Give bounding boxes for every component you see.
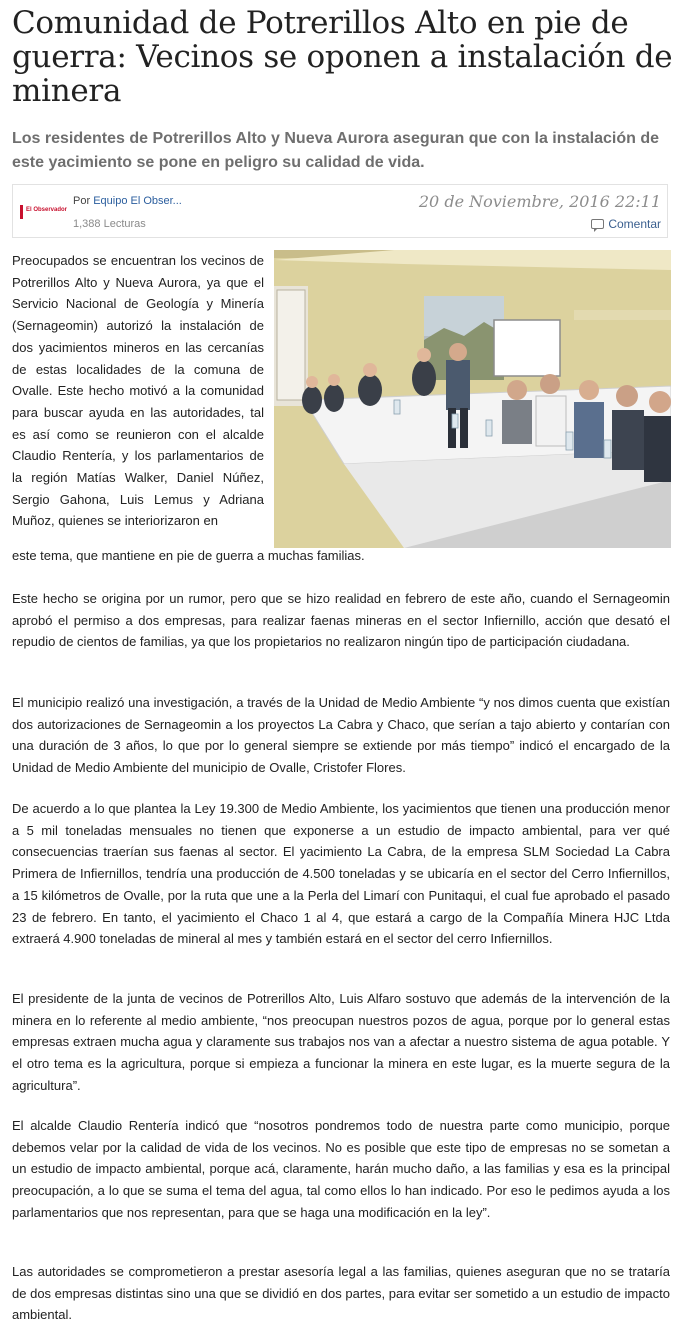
paragraph-4: De acuerdo a lo que plantea la Ley 19.300 de Medio Ambiente, los yacimientos que tienen una producción menor a 5 mil toneladas mensuales no tienen que exponerse a un estudio de impacto ambiental, para ver qué consecuencias traerían sus faenas al sector. El yacimiento La Cabra, de la empresa SLM Sociedad La Cabra Primera de Infiernillos, tendría una producción de 4.500 toneladas y se ubicaría en el sector del Cerro Infiernillos, a 15 kilómetros de Ovalle, por la ruta que une a la Perla del Limarí con Punitaqui, el cual fue aprobado el pasado 23 de febrero. En tanto, el yacimiento el Chaco 1 al 4, que estará a cargo de la Compañía Minera HJC Ltda extraerá 4.900 toneladas de mineral al mes y también estará en el sector del cerro Infiernillos. — [12, 801, 670, 947]
paragraph-7: Las autoridades se comprometieron a prestar asesoría legal a las familias, quienes aseguran que no se trataría de dos empresas distintas sino una que se dividió en dos partes, para evitar ser sometido a un estudio de impacto ambiental. — [12, 1264, 670, 1323]
paragraph-2: Este hecho se origina por un rumor, pero que se hizo realidad en febrero de este año, cuando el Sernageomin aprobó el permiso a dos empresas, para realizar faenas mineras en el sector Infiernillo, acción que desató el repudio de cientos de familias, ya que los propietarios no realizaron ningún tipo de participación ciudadana. — [12, 591, 670, 650]
publisher-logo-text: El Observador — [26, 207, 68, 213]
comment-icon — [591, 219, 604, 229]
author-link[interactable]: Equipo El Obser... — [93, 195, 182, 207]
article-subheadline: Los residentes de Potrerillos Alto y Nueva Aurora aseguran que con la instalación de este yacimiento se pone en peligro su calidad de vida. — [12, 130, 659, 171]
paragraph-3: El municipio realizó una investigación, a través de la Unidad de Medio Ambiente “y nos dimos cuenta que existían dos autorizaciones de Sernageomin a los proyectos La Cabra y Chaco, que serían a tajo abierto y contarían con una duración de 3 años, lo que por lo general siempre se extiende por más tiempo” indicó el encargado de la Unidad de Medio Ambiente del municipio de Ovalle, Cristofer Flores. — [12, 695, 670, 776]
author-line — [73, 195, 182, 207]
read-count: 1,388 Lecturas — [73, 218, 146, 230]
comment-label: Comentar — [608, 217, 661, 231]
article-photo — [274, 250, 671, 548]
publish-date: 20 de Noviembre, 2016 22:11 — [418, 192, 661, 211]
publisher-logo — [20, 205, 69, 219]
paragraph-5: El presidente de la junta de vecinos de Potrerillos Alto, Luis Alfaro sostuvo que además de la intervención de la minera en lo referente al medio ambiente, “nos preocupan nuestros pozos de agua, porque por lo general estas empresas extraen mucha agua y claramente sus trabajos nos van a afectar a nuestro sistema de agua potable. Y el otro tema es la agricultura, porque si empieza a funcionar la minera en este lugar, es la muerte segura de la agricultura”. — [12, 991, 670, 1093]
paragraph-1-tail: este tema, que mantiene en pie de guerra a muchas familias. — [12, 548, 365, 563]
article-meta-box — [12, 184, 668, 238]
article-headline: Comunidad de Potrerillos Alto en pie de guerra: Vecinos se oponen a instalación de minera — [12, 5, 673, 109]
paragraph-6: El alcalde Claudio Rentería indicó que “nosotros pondremos todo de nuestra parte como municipio, porque debemos velar por la calidad de vida de los vecinos. No es posible que este tipo de empresas no se sometan a un estudio de impacto ambiental, porque acá, claramente, harán mucho daño, a las familias y esa es la principal preocupación, a lo que se suma el tema del agua, tal como ellos lo han indicado. Por eso le pedimos ayuda a los parlamentarios que nos representan, para que se haga una modificación en la ley”. — [12, 1118, 670, 1220]
paragraph-1-wrapped: Preocupados se encuentran los vecinos de Potrerillos Alto y Nueva Aurora, ya que el Servicio Nacional de Geología y Minería (Sernageomin) autorizó la instalación de dos yacimientos mineros en las cercanías de estas localidades de la comuna de Ovalle. Este hecho motivó a la comunidad para buscar ayuda en las autoridades, tal es así como se reunieron con el alcalde Claudio Rentería, y los parlamentarios de la región Matías Walker, Daniel Núñez, Sergio Gahona, Luis Lemus y Adriana Muñoz, quienes se interiorizaron en — [12, 253, 264, 529]
comment-button[interactable] — [591, 217, 661, 231]
by-label: Por — [73, 195, 91, 207]
